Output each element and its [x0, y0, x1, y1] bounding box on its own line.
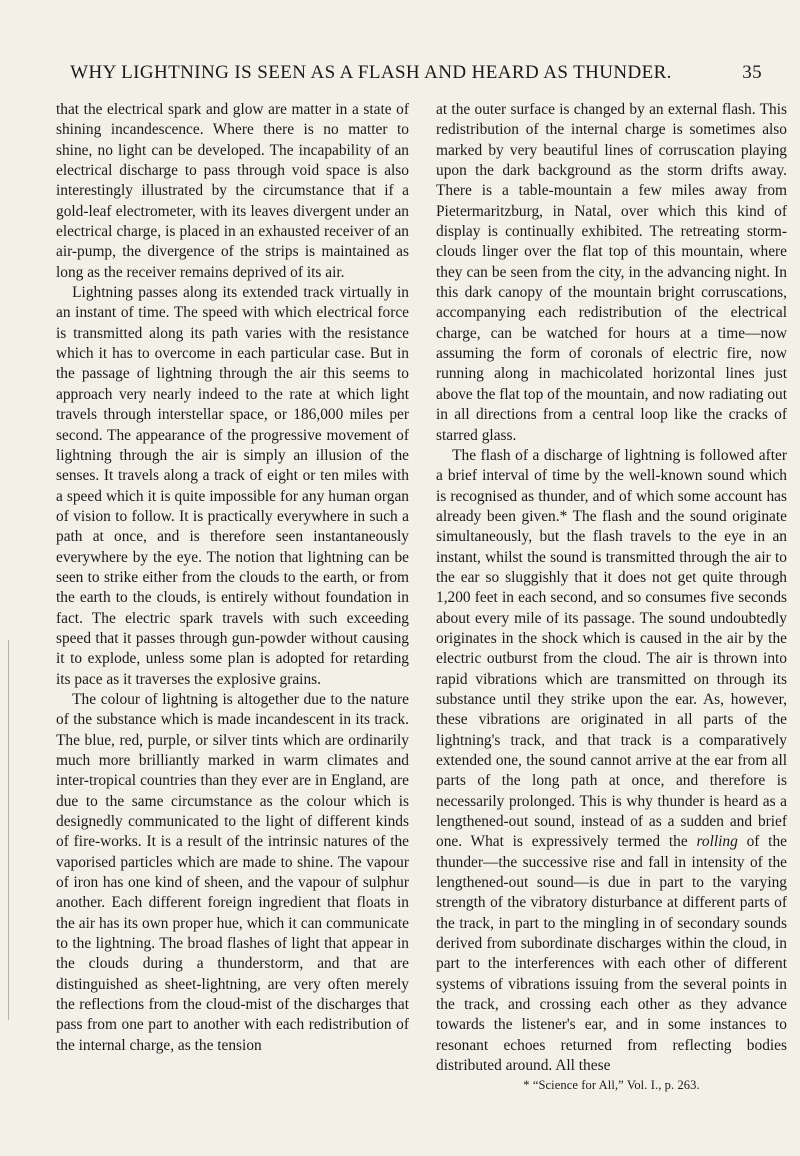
- italic-term: rolling: [696, 833, 738, 851]
- page-edge-shadow: [8, 640, 9, 1020]
- left-column: [56, 100, 409, 1056]
- paragraph: [436, 446, 787, 1077]
- paragraph: Lightning passes along its extended track virtually in an instant of time. The speed with which electrical force is transmitted along its path varies with the resistance which it has to overcome in each particular case. But in the passage of lightning through the air this seems to approach very nearly indeed to the rate at which light travels through interstellar space, or 186,000 miles per second. The appearance of the progressive movement of lightning through the air is simply an illusion of the senses. It travels along a track of eight or ten miles with a speed which it is quite impossible for any human organ of vision to follow. It is practically everywhere in such a path at once, and is therefore seen instantaneously everywhere by the eye. The notion that lightning can be seen to strike either from the clouds to the earth, or from the earth to the clouds, is entirely without foundation in fact. The electric spark travels with such exceeding speed that it passes through gun-powder without causing it to explode, unless some plan is adopted for retarding its pace as it traverses the explosive grains.: [56, 284, 409, 688]
- paragraph: The colour of lightning is altogether due to the nature of the substance which is made incandescent in its track. The blue, red, purple, or silver tints which are ordinarily much more brilliantly marked in warm climates and inter-tropical countries than they ever are in England, are due to the same circumstance as the colour which is designedly communicated to the light of different kinds of fire-works. It is a result of the intrinsic natures of the vaporised particles which are made to shine. The vapour of iron has one kind of sheen, and the vapour of sulphur another. Each different foreign ingredient that floats in the air has its own proper hue, which it can communicate to the lightning. The broad flashes of light that appear in the clouds during a thunderstorm, and that are distinguished as sheet-lightning, are very often merely the reflections from the cloud-mist of the discharges that pass from one part to another with each redistribution of the internal charge, as the tension: [56, 690, 409, 1054]
- right-column: [436, 100, 787, 1093]
- footnote: * “Science for All,” Vol. I., p. 263.: [523, 1077, 700, 1092]
- paragraph-text: of the thunder—the successive rise and fall in intensity of the lengthened-out sound—is due in part to the varying strength of the vibratory disturbance at different parts of the track, in part to the mingling in of secondary sounds derived from subordinate discharges within the cloud, in part to the interferences with each other of different systems of vibrations issuing from the several points in the track, and crossing each other as they advance towards the listener's ear, and in some instances to resonant echoes returned from reflecting bodies distributed around. All these: [436, 833, 787, 1075]
- page-header: [30, 62, 762, 84]
- running-title: WHY LIGHTNING IS SEEN AS A FLASH AND HEARD AS THUNDER.: [70, 62, 672, 83]
- paragraph: that the electrical spark and glow are matter in a state of shining incandescence. Where there is no matter to shine, no light can be developed. The incapability of an electrical discharge to pass through void space is also interestingly illustrated by the circumstance that if a gold-leaf electrometer, with its leaves divergent under an electrical charge, is placed in an exhausted receiver of an air-pump, the divergence of the strips is maintained as long as the receiver remains deprived of its air.: [56, 101, 409, 281]
- paragraph-text: The flash of a discharge of lightning is followed after a brief interval of time by the well-known sound which is recognised as thunder, and of which some account has already been given.* The flash and the sound originate simultaneously, but the flash travels to the eye in an instant, whilst the sound is transmitted through the air to the ear so sluggishly that it does not get quite through 1,200 feet in each second, and so consumes five seconds about every mile of its passage. The sound undoubtedly originates in the shock which is caused in the air by the electric outburst from the cloud. The air is thrown into rapid vibrations which are transmitted on through its substance until they strike upon the ear. As, however, these vibrations are originated in all parts of the lightning's track, and that track is a comparatively extended one, the sound cannot arrive at the ear from all parts of the long path at once, and therefore is necessarily prolonged. This is why thunder is heard as a lengthened-out sound, instead of as a sudden and brief one. What is expressively termed the: [436, 446, 787, 851]
- paragraph: at the outer surface is changed by an external flash. This redistribution of the internal charge is sometimes also marked by very beautiful lines of corruscation playing upon the dark background as the storm drifts away. There is a table-mountain a few miles away from Pietermaritzburg, in Natal, over which this kind of display is continually exhibited. The retreating storm-clouds linger over the flat top of this mountain, where they can be seen from the city, in the advancing night. In this dark canopy of the mountain bright corruscations, accompanying each redistribution of the electrical charge, can be watched for hours at a time—now assuming the form of coronals of electric fire, now running along in machicolated horizontal lines just above the flat top of the mountain, and now radiating out in all directions from a central loop like the cracks of starred glass.: [436, 101, 787, 444]
- page-number: 35: [742, 62, 762, 83]
